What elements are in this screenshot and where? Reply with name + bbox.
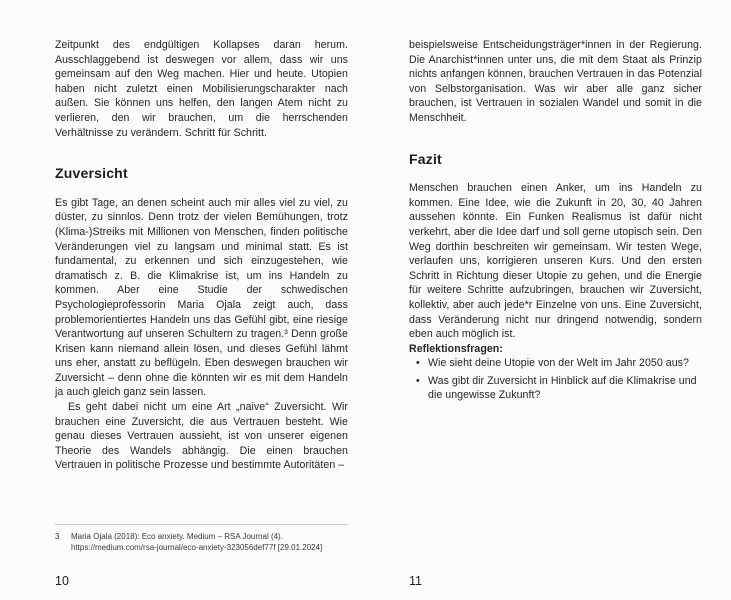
left-intro-paragraph: Zeitpunkt des endgültigen Kollapses daran herum. Ausschlaggebend ist deswegen vor allem, dass wir uns gemeinsam auf den Weg machen. Hier und heute. Utopien haben nicht zuletzt einen Mobilisierungscharakter nach außen. Sie können uns helfen, den langen Atem nicht zu verlieren, den wir brauchen, um die herrschenden Verhältnisse zu verändern. Schritt für Schritt. (55, 39, 348, 139)
list-item (416, 374, 702, 403)
question-text: Was gibt dir Zuversicht in Hinblick auf die Klimakrise und die ungewisse Zukunft? (428, 374, 697, 402)
footnote-text: Maria Ojala (2018): Eco anxiety. Medium – RSA Journal (4). https://medium.com/rsa-journal/eco-anxiety-323056def77f [29.01.2024] (71, 532, 323, 552)
right-intro-paragraph: beispielsweise Entscheidungsträger*innen in der Regierung. Die Anarchist*innen unter uns, die mit dem Staat als Prinzip nichts anfangen können, brauchen Vertrauen in das Potenzial von Selbstorganisation. Was wir aber alle ganz sicher brauchen, ist Vertrauen in sozialen Wandel und somit in die Menschheit. (409, 39, 702, 124)
left-paragraph-2: Es geht dabei nicht um eine Art „naive“ Zuversicht. Wir brauchen eine Zuversicht, die aus Vertrauen besteht. Wie genau dieses Vertrauen aussieht, ist von unserer eigenen Theorie des Wandels abhängig. Die einen brauchen Vertrauen in politische Prozesse und bestimmte Autoritäten – (55, 401, 348, 472)
list-item (416, 356, 702, 371)
section-heading-fazit: Fazit (409, 150, 442, 167)
question-text: Wie sieht deine Utopie von der Welt im Jahr 2050 aus? (428, 357, 689, 370)
page-number-right: 11 (409, 574, 422, 588)
footnote-number: 3 (55, 532, 60, 541)
right-page-text-column (409, 38, 702, 406)
reflection-questions-list (409, 356, 702, 403)
left-paragraph-1: Es gibt Tage, an denen scheint auch mir alles viel zu viel, zu düster, zu sinnlos. Denn trotz der vielen Bemühungen, trotz (Klima-)Streiks mit Millionen von Menschen, finden politische Veränderungen viel zu langsam und minimal statt. Es ist fundamental, zu erkennen und sich einzugestehen, wie dramatisch z. B. die Klimakrise ist, um ins Handeln zu kommen. Aber eine Studie der schwedischen Psychologieprofessorin Maria Ojala zeigt auch, dass problemorientiertes Handeln uns das Gefühl gibt, eine riesige Verantwortung auf unseren Schultern zu tragen.³ Denn große Krisen kann niemand allein lösen, und dieses Gefühl lähmt uns eher, anstatt zu beflügeln. Eben deswegen brauchen wir Zuversicht – denn ohne die könnten wir es mit dem Handeln ja auch gleich ganz sein lassen. (55, 196, 348, 399)
left-page-text-column (55, 38, 348, 473)
section-heading-zuversicht: Zuversicht (55, 165, 128, 182)
right-paragraph-1: Menschen brauchen einen Anker, um ins Handeln zu kommen. Eine Idee, wie die Zukunft in 20, 30, 40 Jahren aussehen könnte. Ein Funken Realismus ist dafür nicht verkehrt, aber die Idee darf und soll gerne utopisch sein. Den Weg dorthin beschreiten wir gemeinsam. Wir testen Wege, verlaufen uns, korrigieren unseren Kurs. Und den ersten Schritt in Richtung dieser Utopie zu gehen, und die Energie für weitere Schritte aufzubringen, brauchen wir Zuversicht, kollektiv, aber auch jede*r Einzelne von uns. Eine Zuversicht, dass Veränderung nicht nur dringend notwendig, sondern eben auch möglich ist. (409, 182, 702, 341)
footnote (55, 524, 348, 553)
page-number-left: 10 (55, 574, 69, 588)
questions-heading: Reflektionsfragen: (409, 342, 503, 355)
